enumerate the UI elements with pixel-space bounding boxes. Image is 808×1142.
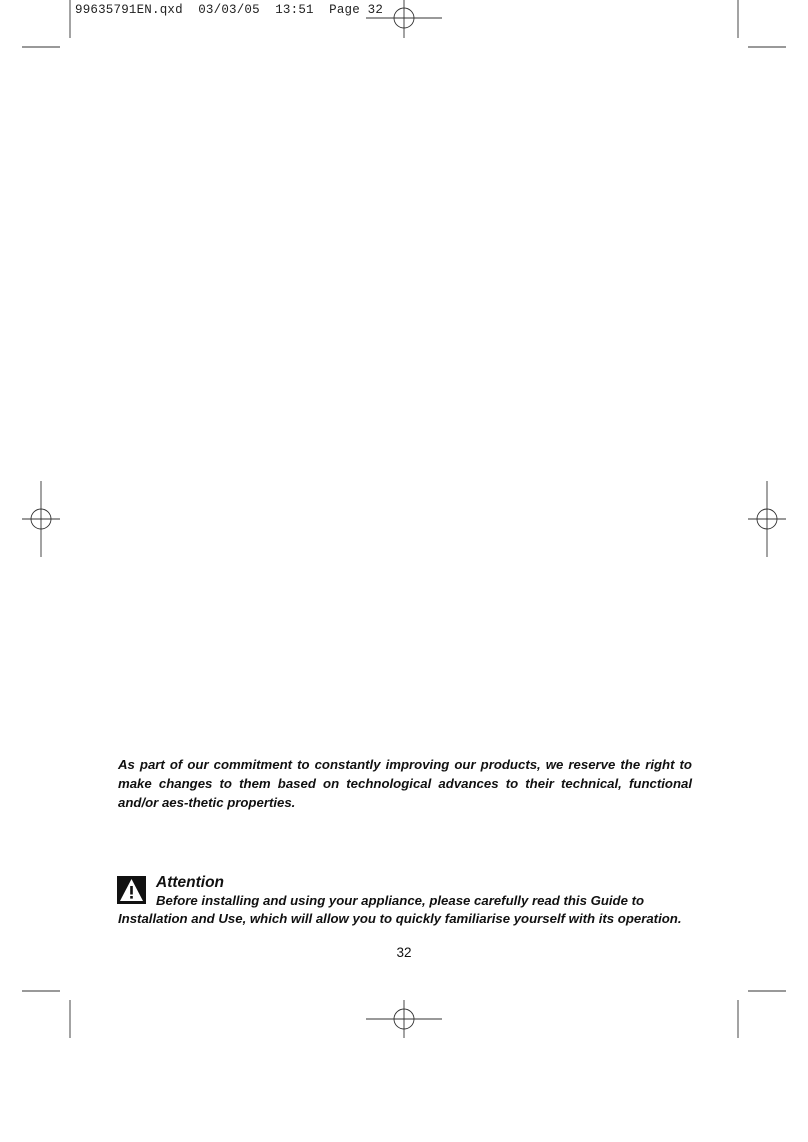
page-number: 32	[396, 945, 412, 960]
print-slug: 99635791EN.qxd 03/03/05 13:51 Page 32	[75, 3, 384, 17]
attention-body-text: Before installing and using your appliance, please carefully read this Guide to Installation and Use, which will allow you to quickly familiarise yourself with its operation.	[118, 893, 682, 926]
attention-heading: Attention	[156, 874, 225, 891]
product-improvement-disclaimer: As part of our commitment to constantly improving our products, we reserve the right to make changes to them based on technological advances to their technical, functional and/or aes-thetic properties.	[118, 757, 692, 810]
